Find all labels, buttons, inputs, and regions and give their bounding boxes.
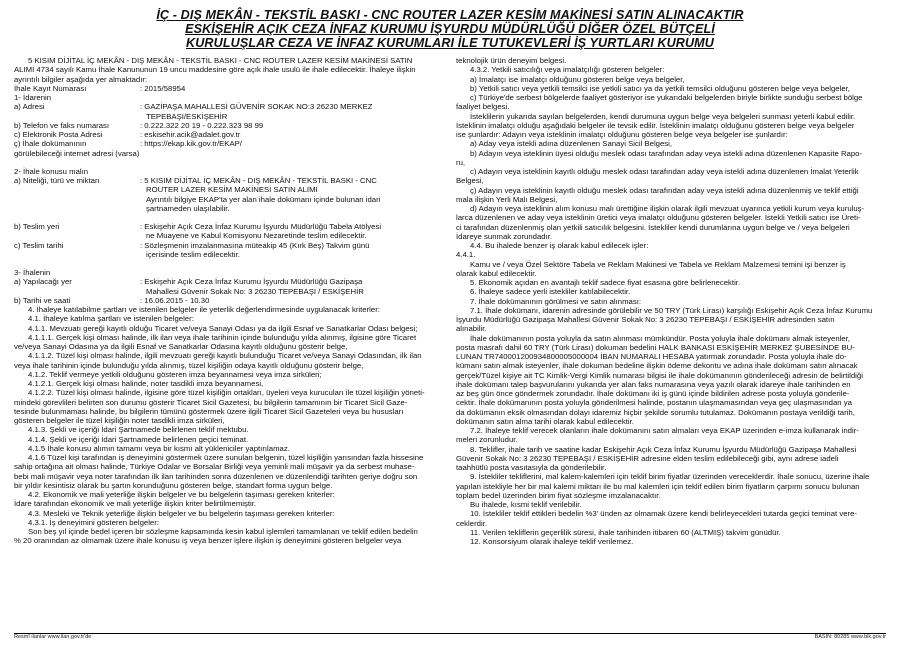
teslim-tarihi-label: c) Teslim tarihi [14,240,64,250]
body-line: 4. İhaleye katılabilme şartları ve istenilen belgeler ile yeterlik değerlendirmesinde uygulanacak kriterler: [28,305,380,314]
eposta-row [14,130,444,139]
footer-bar [14,633,886,641]
tarih-label: b) Tarihi ve saati [14,295,71,305]
body-line: mala ilişkin Yerli Malı Belgesi, [456,194,558,204]
body-line: 4.1.1.1. Gerçek kişi olması halinde, ilk ilan veya ihale tarihinin içinde bulunduğu yılda alınmış, ilgisine göre Ticaret [28,332,417,342]
yer-value: : Eskişehir Açık Ceza İnfaz Kurumu İşyurdu Müdürlüğü Gazipaşa [140,277,363,287]
body-line: alınabilir. [456,324,487,334]
body-line: 7. İhale dokümanının görülmesi ve satın alınması: [470,296,642,306]
konu-header: 2- İhale konusu malın [14,166,89,176]
body-line: tesinde bulunmaması halinde, bu bilgilerin tümünü göstermek üzere ilgili Ticaret Sicil Gazeteleri veya bu hususları [14,406,404,416]
body-line: 10. İstekliler teklif ettikleri bedelin %3' ünden az olmamak üzere kendi belirleyecekleri tutarda geçici teminat vere- [470,509,858,519]
body-line: 4.2. Ekonomik ve mali yeterliğe ilişkin belgeler ve bu belgelerin taşıması gereken kriterler: [28,490,335,499]
body-line: 4.1.4. Şekli ve içeriği İdari Şartnamede belirlenen geçici teminat. [28,434,249,444]
body-line: c) Adayın veya isteklinin kayıtlı olduğu meslek odası tarafından aday veya istekli adına düzenlenen İmalat Yeterlik [470,167,859,176]
body-line: 5. Ekonomik açıdan en avantajlı teklif sadece fiyat esasına göre belirlenecektir. [470,278,741,287]
kayit-value: : 2015/58954 [140,83,186,93]
body-line: 11. Verilen tekliflerin geçerlilik süresi, ihale tarihinden itibaren 60 (ALTMIŞ) takvim günüdür. [470,527,781,537]
body-line: 4.1.2.2. Tüzel kişi olması halinde, ilgisine göre tüzel kişiliğin ortakları, üyeleri veya kurucuları ile tüzel kişiliğin yöneti- [28,388,425,398]
eposta-label: c) Elektronik Posta Adresi [14,130,103,139]
adres-label: a) Adresi [14,102,45,112]
body-line: a) Aday veya istekli adına düzenlenen Sanayi Sicil Belgesi, [470,139,673,149]
body-line: 12. Konsorsiyum olarak ihaleye teklif verilemez. [470,537,634,546]
body-line: ihale dokümanı talep başvurularını yukarıda yer alan faks numarasına veya yazılı olarak idareye ihale tarihinden en [456,379,851,389]
footer-right: BASIN: 80285 www.bik.gov.tr [814,634,886,640]
body-line: 4.1.1. Mevzuatı gereği kayıtlı olduğu Ticaret ve/veya Sanayi Odası ya da ilgili Esnaf ve Sanatkarlar Odası belgesi; [28,323,418,333]
right-body [456,56,886,546]
nitelik-value-3: Ayrıntılı bilgiye EKAP'ta yer alan ihale dokümanı içinde bulunan idari [146,194,381,204]
body-line: veya ihale tarihinin içinde bulunduğu yılda alınmış, tüzel kişiliğin odaya kayıtlı olduğunu gösterir belge, [14,360,364,370]
title-line-2: ESKİŞEHİR AÇIK CEZA İNFAZ KURUMU İŞYURDU MÜDÜRLÜĞÜ DİĞER ÖZEL BÜTÇELİ [185,22,715,36]
body-line: b) Yetkili satıcı veya yetkili temsilci ise yetkili satıcı ya da yetkili temsilci olduğunu gösteren belge veya belgeler, [470,83,850,93]
body-line: meleri zorunludur. [456,435,518,445]
body-line: ise şunlardır: Adayın veya isteklinin imalatçı olduğunu gösteren belge veya belgeler ise şunlardır: [456,130,788,139]
body-line: Güvenir Sokak No: 3 26230 TEPEBAŞI / ESKİŞEHİR adresine elden teslim edilebileceği gibi, aynı adrese iadeli [456,453,839,463]
body-line: 4.1.3. Şekli ve içeriği İdari Şartnamede belirlenen teklif mektubu. [28,425,249,435]
body-line: c) Türkiye'de serbest bölgelerde faaliyet gösteriyor ise yukarıdaki belgelerden biriyle birlikte sunduğu serbest bölge [470,93,863,102]
tel-label: b) Telefon ve faks numarası [14,120,110,130]
body-line: az beş gün önce göndermek zorundadır. İhale dokümanı iki iş günü içinde bildirilen adrese posta yoluyla gönderile- [456,389,850,398]
body-line: yapılan istekliyle her bir mal kalemi miktarı ile bu mal kalemleri için teklif edilen birim fiyatların çarpımı sonucu bulunan [456,481,860,491]
body-line: b) Adayın veya isteklinin üyesi olduğu meslek odası tarafından aday veya istekli adına düzenlenen Kapasite Rapo- [470,148,863,158]
body-line: ru, [456,157,466,167]
body-line: d) Adayın veya isteklinin alım konusu malı ürettiğine ilişkin olarak ilgili mevzuat uyarınca yetkili kurum veya kuruluş- [470,204,865,213]
body-line: toplam bedel üzerinden birim fiyat sözleşme imzalanacaktır. [456,490,661,500]
adres-row [14,102,444,111]
intro-line: 5 KISIM DİJİTAL İÇ MEKÂN - DIŞ MEKÂN - TEKSTİL BASKI - CNC ROUTER LAZER KESİM MAKİNESİ SATIN [28,56,413,65]
body-line: da dokümanın eksik olmasından dolayı idaremiz hiçbir şekilde sorumlu tutulamaz. Dokümanın postaya verildiği tarih, [456,407,855,417]
dokuman-row [14,139,444,148]
yer-label: a) Yapılacağı yer [14,277,72,287]
idare-header: 1- İdarenin [14,93,52,102]
body-line: % 20 oranından az olmamak üzere ihale konusu iş veya benzer işlere ilişkin iş deneyimini gösteren belgeler veya [14,536,402,546]
body-line: 4.3. Mesleki ve Teknik yeterliğe ilişkin belgeler ve bu belgelerin taşıması gereken kriterler: [28,508,335,518]
teslim-tarihi-row [14,241,444,250]
body-line: 8. Teklifler, ihale tarih ve saatine kadar Eskişehir Açık Ceza İnfaz Kurumu İşyurdu Müdürlüğü Gazipaşa Mahallesi [470,444,857,454]
body-line: ve/veya Sanayi Odasına ya da ilgili Esnaf ve Sanatkarlar Odasına kayıtlı olduğunu gösterir belge, [14,342,348,351]
teslim-tarihi-value: : Sözleşmenin imzalanmasına müteakip 45 (Kırk Beş) Takvim günü [140,240,370,250]
yer-row [14,277,444,286]
left-body [14,305,444,546]
title-line-1: İÇ - DIŞ MEKÂN - TEKSTİL BASKI - CNC ROUTER LAZER KESİM MAKİNESİ SATIN ALINACAKTIR [156,8,744,22]
body-line: dokümanın satın alma tarihi olarak kabul edilecektir. [456,416,634,426]
teslim-yeri-value: : Eskişehir Açık Ceza İnfaz Kurumu İşyurdu Müdürlüğü Tabela Atölyesi [140,222,382,231]
body-line: 4.1.6 Tüzel kişi tarafından iş deneyimini göstermek üzere sunulan belgenin, tüzel kişiliğin yarısından fazla hissesine [28,453,424,462]
body-line: ç) Adayın veya isteklinin kayıtlı olduğu meslek odası tarafından aday veya istekli adına düzenlenmiş ve teklif ettiği [470,185,859,195]
adres-value-2: TEPEBAŞI/ESKİŞEHİR [146,111,228,121]
body-line: İsteklinin imalatçı olduğu aşağıdaki belgeler ile tevsik edilir. İsteklinin imalatçı olduğunu gösteren belge veya belgeler [456,120,855,130]
body-line: 4.4.1. [456,250,476,260]
title-line-3: KURULUŞLAR CEZA VE İNFAZ KURUMLARI İLE TUTUKEVLERİ İŞ YURTLARI KURUMU [186,36,714,50]
body-line: Bu ihalede, kısmi teklif verilebilir. [470,500,582,509]
teslim-yeri-row [14,222,444,231]
ilan-columns [14,56,886,546]
body-line: cektir. İhale dokümanının posta yoluyla gönderilmesi halinde, postanın ulaşmamasından veya geç ulaşmasından ya [456,398,852,408]
body-line: İhale dokümanının posta yoluyla da satın alınması mümkündür. Posta yoluyla ihale dokümanı almak isteyenler, [470,333,850,343]
body-line: larca düzenlenen ve aday veya isteklinin üretici veya imalatçı olduğunu gösteren belgeler. İstekli Yetkili satıcı ise Üreti- [456,213,861,223]
tel-row [14,121,444,130]
ihale-header: 3- İhalenin [14,268,51,277]
nitelik-value-4: şartnameden ulaşılabilir. [146,203,230,213]
body-line: mindeki görevlileri belirten son durumu gösterir Ticaret Sicil Gazetesi, bu bilgilerin tamamının bir Ticaret Sicil Gaze- [14,397,408,407]
body-line: kümanı satın almak isteyenler, ihale dokuman bedeline ilişkin ödeme dekontu ve adına ihale dokümanı satın alınacak [456,361,858,371]
body-line: 6. İhaleye sadece yerli istekliler katılabilecektir. [470,287,631,297]
body-line: faaliyet belgesi. [456,102,510,112]
dokuman-label: ç) İhale dokümanının [14,139,87,149]
tel-value: : 0.222.322 20 19 - 0.222.323 98 99 [140,120,264,130]
body-line: 4.1.2.1. Gerçek kişi olması halinde, noter tasdikli imza beyannamesi, [28,379,264,388]
body-line: 4.1. İhaleye katılma şartları ve istenilen belgeler: [28,314,194,324]
body-line: 4.3.1. İş deneyimini gösteren belgeler: [28,517,159,527]
body-line: 4.4. Bu ihalede benzer iş olarak kabul edilecek işler: [470,241,649,250]
body-line: 7.2. İhaleye teklif verecek olanların ihale dokümanını satın almaları veya EKAP üzerinden e-imza kullanarak indir- [470,426,859,435]
tarih-value: : 16.06.2015 - 10.30 [140,295,210,305]
tarih-row [14,296,444,305]
right-column [456,56,886,546]
body-line: Son beş yıl içinde bedel içeren bir sözleşme kapsamında kesin kabul işlemleri tamamlanan ve teklif edilen bedelin [28,527,418,536]
dokuman-link[interactable]: : https://ekap.kik.gov.tr/EKAP/ [140,139,242,149]
teslim-yeri-label: b) Teslim yeri [14,222,60,231]
dokuman-note: görülebileceği internet adresi (varsa) [14,148,140,158]
body-line: taahhütlü posta vasıtasıyla da gönderilebilir. [456,463,607,472]
teslim-tarihi-value-2: içerisinde teslim edilecektir. [146,249,240,259]
eposta-value: : eskisehir.acik@adalet.gov.tr [140,130,241,139]
nitelik-label: a) Niteliği, türü ve miktarı [14,176,100,185]
footer-left: Resmî ilanlar www.ilan.gov.tr'de [14,634,92,640]
intro-line: ayrıntılı bilgiler aşağıda yer almaktadır: [14,74,148,84]
body-line: 7.1. İhale dokümanı, idarenin adresinde görülebilir ve 50 TRY (Türk Lirası) karşılığı Eskişehir Açık Ceza İnfaz Kurumu [470,305,873,315]
body-line: ci tarafından düzenlenmiş olan yetkili satıcılık belgesini. İstekliler kendi durumlarına uygun belge ve / veya belgeleri [456,222,850,232]
body-line: a) İmalatçı ise imalatçı olduğunu gösteren belge veya belgeler, [470,74,685,84]
body-line: LUNAN TR740001200934800005000004 İBAN NUMARALI HESABA yatırmak zorundadır. Posta yoluyla ihale do- [456,352,847,361]
body-line: İdare tarafından ekonomik ve mali yeterliğe ilişkin kriter belirtilmemiştir. [14,499,257,509]
body-line: Kamu ve / veya Özel Sektöre Tabela ve Reklam Makinesi ve Tabela ve Reklam Malzemesi temini işi benzer iş [470,259,846,269]
nitelik-value: : 5 KISIM DİJİTAL İÇ MEKÂN - DIŞ MEKÂN - TEKSTİL BASKI - CNC [140,176,377,185]
body-line: teknolojik ürün deneyim belgesi. [456,56,567,65]
body-line: İdareye sunmak zorundadır. [456,231,553,241]
body-line: 4.3.2. Yetkili satıcılığı veya imalatçılığı gösteren belgeler: [470,65,665,75]
body-line: bir yıldır kesintisiz olarak bu şartın korunduğunu gösteren belge, standart forma uygun belge. [14,480,333,490]
body-line: 4.1.2. Teklif vermeye yetkili olduğunu gösteren imza beyannamesi veya imza sirküleri; [28,369,322,379]
body-line: 9. İstekliler tekliflerini, mal kalem-kalemleri için teklif birim fiyatlar üzerinden vereceklerdir. İhale sonucu, üzerine ihale [470,472,870,482]
adres-value: : GAZİPAŞA MAHALLESİ GÜVENİR SOKAK NO:3 26230 MERKEZ [140,102,373,112]
teslim-yeri-value-2: ne Muayene ve Kabul Komisyonu Nezaretinde teslim edilecektir. [146,231,367,241]
body-line: olarak kabul edilecektir. [456,268,537,278]
body-line: gösteren belgeler ile tüzel kişiliğin noter tasdikli imza sirküleri, [14,416,225,425]
kayit-row [14,84,444,93]
body-line: 4.1.1.2. Tüzel kişi olması halinde, ilgili mevzuatı gereği kayıtlı bulunduğu Ticaret ve/veya Sanayi Odasından, ilk ilan [28,351,422,361]
nitelik-row [14,176,444,185]
body-line: İsteklilerin yukarıda sayılan belgelerden, kendi durumuna uygun belge veya belgeleri sunması yeterli kabul edilir. [470,111,856,121]
intro-line: ALIMI 4734 sayılı Kamu İhale Kanununun 19 uncu maddesine göre açık ihale usulü ile ihale edilecektir. İhaleye ilişkin [14,65,416,75]
body-line: Belgesi, [456,176,484,186]
nitelik-value-2: ROUTER LAZER KESİM MAKİNESİ SATIN ALIMI [146,185,318,195]
kayit-label: İhale Kayıt Numarası [14,83,87,93]
yer-value-2: Mahallesi Güvenir Sokak No: 3 26230 TEPEBAŞI / ESKİŞEHİR [146,286,364,296]
body-line: gerçek/Tüzel kişiye ait TC Kimlik-Vergi Kimlik numarası bilgisi ile ihale dokümanının gönderileceği adresin de belirtildiği [456,370,863,380]
body-line: İşyurdu Müdürlüğü Gazipaşa Mahallesi Güvenir Sokak No: 3 26230 TEPEBAŞI / ESKİŞEHİR adresinden satın [456,315,835,324]
body-line: ceklerdir. [456,518,488,528]
body-line: sahip ortağına ait olması halinde, Türkiye Odalar ve Borsalar Birliği veya yeminli mali müşavir ya da serbest muhase- [14,462,415,472]
body-line: 4.1.5 İhale konusu alımın tamamı veya bir kısmı alt yükleniciler yaptırılamaz. [28,443,290,453]
body-line: posta masrafı dahil 60 TRY (Türk Lirası) dokuman bedelini HALK BANKASI ESKİŞEHİR MERKEZ ŞUBESİNDE BU- [456,342,855,352]
left-column [14,56,444,546]
body-line: bebi mali müşavir veya noter tarafından ilk ilan tarihinden sonra düzenlenen ve düzenlendiği tarihten geriye doğru son [14,471,418,481]
